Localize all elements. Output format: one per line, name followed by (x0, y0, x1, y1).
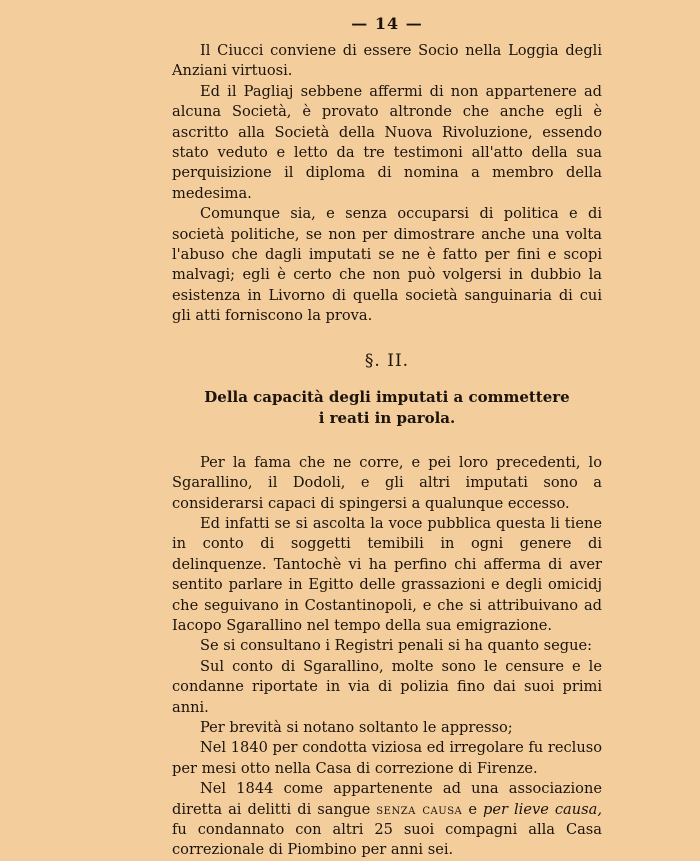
paragraph-voce-pubblica: Ed infatti se si ascolta la voce pubblica questa li tiene in conto di soggetti temibili in ogni genere di delinquenze. Tantochè vi ha perfino chi afferma di aver sentito parlare in Egitto delle grassazioni e degli omicidj che seguivano in Costantinopoli, e che si attribuivano ad Iacopo Sgarallino nel tempo della sua emigrazione. (172, 514, 602, 634)
paragraph-1844-part-2: e (462, 800, 483, 818)
paragraph-1844-part-3: fu condannato con altri 25 suoi compagni alla Casa correzionale di Piombino per anni sei. (172, 821, 602, 859)
paragraph-registri: Se si consultano i Registri penali si ha quanto segue: (200, 637, 593, 655)
paragraph-comunque: Comunque sia, e senza occuparsi di politica e di società politiche, se non per dimostrare anche una volta l'abuso che dagli imputati se ne è fatto per fini e scopi malvagi; egli è certo che non può volgersi in dubbio la esistenza in Livorno di quella società sanguinaria di cui gli atti forniscono la prova. (172, 205, 602, 325)
paragraph-fama: Per la fama che ne corre, e pei loro precedenti, lo Sgarallino, il Dodoli, e gli altri imputati sono a considerarsi capaci di spingersi a qualunque eccesso. (172, 453, 602, 512)
section-title-line-2: i reati in parola. (318, 408, 456, 427)
paragraph-1840: Nel 1840 per condotta viziosa ed irregolare fu recluso per mesi otto nella Casa di correzione di Firenze. (172, 739, 602, 777)
page-number: — 14 — (351, 14, 423, 33)
section-title-line-1: Della capacità degli imputati a commettere (204, 387, 570, 406)
paragraph-1844-part-1: Nel 1844 come appartenente ad una associazione diretta ai delitti di sangue (172, 780, 602, 818)
paragraph-1844-italic: per lieve causa, (483, 800, 602, 818)
paragraph-censure: Sul conto di Sgarallino, molte sono le censure e le condanne riportate in via di polizia fino dai suoi primi anni. (172, 657, 602, 716)
paragraph-1844-smallcaps: senza causa (376, 800, 463, 818)
paragraph-1844 (172, 779, 602, 861)
section-title (172, 387, 602, 429)
paragraph-brevita: Per brevità si notano soltanto le appresso; (200, 718, 513, 736)
text-column (172, 14, 602, 861)
section-mark: §. II. (364, 350, 410, 371)
paragraph-pagliaj: Ed il Pagliaj sebbene affermi di non appartenere ad alcuna Società, è provato altronde che anche egli è ascritto alla Società della Nuova Rivoluzione, essendo stato veduto e letto da tre testimoni all'atto della sua perquisizione il diploma di nomina a membro della medesima. (172, 82, 602, 202)
paragraph-ciucci: Il Ciucci conviene di essere Socio nella Loggia degli Anziani virtuosi. (172, 42, 602, 80)
